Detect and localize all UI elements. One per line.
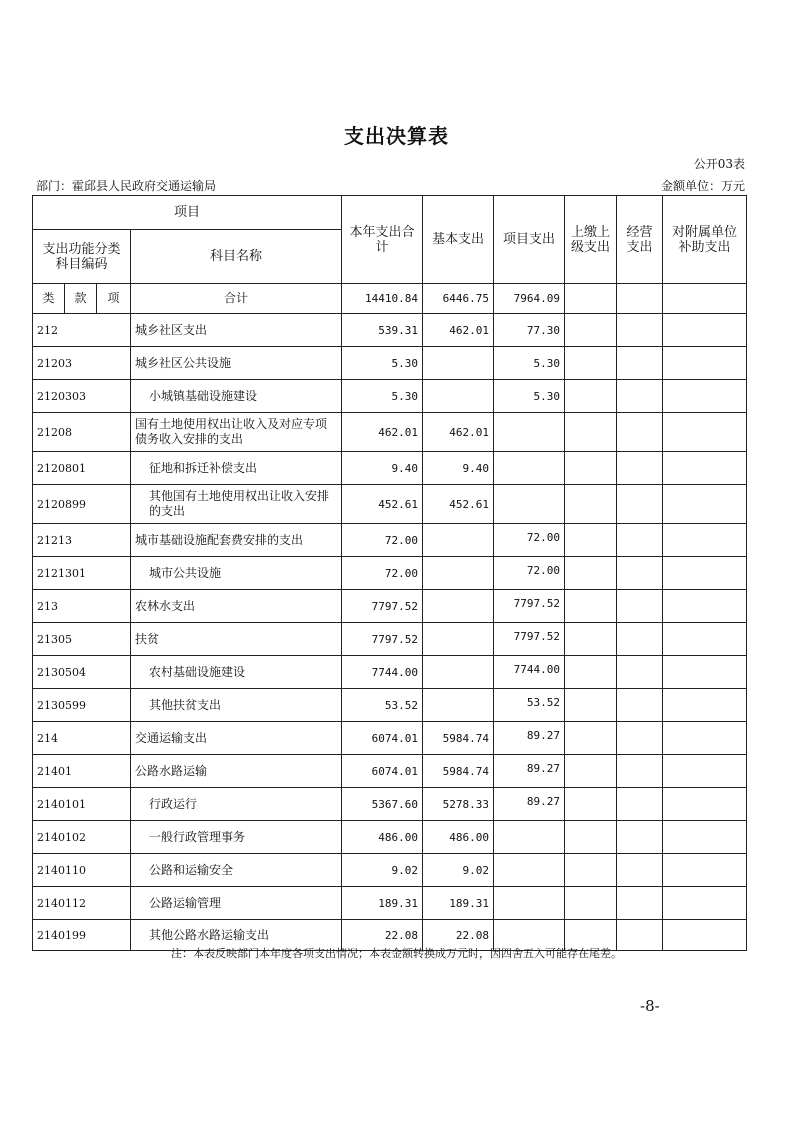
row-code: 2120801	[33, 452, 131, 485]
row-project: 89.27	[494, 788, 565, 821]
row-business	[617, 557, 663, 590]
row-basic: 9.02	[423, 854, 494, 887]
row-name: 城乡社区支出	[131, 314, 342, 347]
row-name: 其他公路水路运输支出	[131, 920, 342, 951]
header-project-exp: 项目支出	[494, 196, 565, 284]
row-total: 5.30	[342, 380, 423, 413]
row-upper	[565, 854, 617, 887]
row-project: 5.30	[494, 380, 565, 413]
row-project: 89.27	[494, 755, 565, 788]
row-project: 53.52	[494, 689, 565, 722]
row-basic: 5278.33	[423, 788, 494, 821]
row-project	[494, 821, 565, 854]
row-total: 72.00	[342, 557, 423, 590]
row-name: 公路运输管理	[131, 887, 342, 920]
page-title: 支出决算表	[344, 124, 449, 148]
row-upper	[565, 689, 617, 722]
row-business	[617, 623, 663, 656]
row-project: 7797.52	[494, 623, 565, 656]
table-row	[33, 557, 747, 590]
row-total: 486.00	[342, 821, 423, 854]
row-total: 9.02	[342, 854, 423, 887]
row-project	[494, 854, 565, 887]
row-code: 2140110	[33, 854, 131, 887]
row-project	[494, 452, 565, 485]
table-row	[33, 722, 747, 755]
row-upper	[565, 314, 617, 347]
row-subsidiary	[663, 722, 747, 755]
row-business	[617, 854, 663, 887]
row-code: 2121301	[33, 557, 131, 590]
row-code: 2140102	[33, 821, 131, 854]
row-upper	[565, 524, 617, 557]
row-subsidiary	[663, 413, 747, 452]
row-upper	[565, 887, 617, 920]
row-upper	[565, 755, 617, 788]
row-name: 城市基础设施配套费安排的支出	[131, 524, 342, 557]
row-business	[617, 788, 663, 821]
row-project: 72.00	[494, 524, 565, 557]
row-name: 农村基础设施建设	[131, 656, 342, 689]
row-code: 21208	[33, 413, 131, 452]
total-upper	[565, 284, 617, 314]
department-label: 部门：霍邱县人民政府交通运输局	[36, 179, 217, 193]
row-total: 53.52	[342, 689, 423, 722]
row-upper	[565, 590, 617, 623]
row-subsidiary	[663, 854, 747, 887]
row-basic	[423, 557, 494, 590]
row-upper	[565, 413, 617, 452]
row-basic: 5984.74	[423, 722, 494, 755]
row-business	[617, 821, 663, 854]
row-subsidiary	[663, 623, 747, 656]
row-name: 行政运行	[131, 788, 342, 821]
expenditure-table	[32, 195, 747, 951]
row-name: 公路水路运输	[131, 755, 342, 788]
row-subsidiary	[663, 557, 747, 590]
row-upper	[565, 623, 617, 656]
row-basic	[423, 524, 494, 557]
row-business	[617, 689, 663, 722]
row-total: 539.31	[342, 314, 423, 347]
row-project	[494, 887, 565, 920]
row-code: 213	[33, 590, 131, 623]
row-upper	[565, 722, 617, 755]
row-total: 7744.00	[342, 656, 423, 689]
table-row	[33, 452, 747, 485]
unit-label: 金额单位：万元	[660, 179, 745, 193]
row-project: 77.30	[494, 314, 565, 347]
row-name: 农林水支出	[131, 590, 342, 623]
row-name: 城乡社区公共设施	[131, 347, 342, 380]
row-basic: 462.01	[423, 314, 494, 347]
row-subsidiary	[663, 755, 747, 788]
row-code: 212	[33, 314, 131, 347]
total-label: 合计	[131, 284, 342, 314]
table-row	[33, 755, 747, 788]
total-amount: 14410.84	[342, 284, 423, 314]
row-subsidiary	[663, 380, 747, 413]
row-total: 5367.60	[342, 788, 423, 821]
row-basic	[423, 656, 494, 689]
row-subsidiary	[663, 452, 747, 485]
header-subsidiary: 对附属单位补助支出	[663, 196, 747, 284]
row-name: 交通运输支出	[131, 722, 342, 755]
row-basic: 5984.74	[423, 755, 494, 788]
row-basic: 22.08	[423, 920, 494, 951]
row-upper	[565, 347, 617, 380]
row-basic: 189.31	[423, 887, 494, 920]
row-upper	[565, 380, 617, 413]
row-code: 2120303	[33, 380, 131, 413]
row-business	[617, 452, 663, 485]
table-row	[33, 656, 747, 689]
footnote: 注：本表反映部门本年度各项支出情况；本表金额转换成万元时，因四舍五入可能存在尾差。	[171, 947, 622, 960]
row-subsidiary	[663, 656, 747, 689]
row-business	[617, 347, 663, 380]
row-total: 5.30	[342, 347, 423, 380]
row-subsidiary	[663, 689, 747, 722]
row-code: 2130599	[33, 689, 131, 722]
row-upper	[565, 788, 617, 821]
table-row	[33, 854, 747, 887]
row-subsidiary	[663, 788, 747, 821]
row-basic: 452.61	[423, 485, 494, 524]
row-basic	[423, 689, 494, 722]
row-total: 452.61	[342, 485, 423, 524]
table-row	[33, 689, 747, 722]
form-number: 公开03表	[693, 157, 745, 171]
row-project: 7744.00	[494, 656, 565, 689]
row-project: 72.00	[494, 557, 565, 590]
row-subsidiary	[663, 590, 747, 623]
header-upper: 上缴上级支出	[565, 196, 617, 284]
table-row	[33, 314, 747, 347]
row-total: 72.00	[342, 524, 423, 557]
row-total: 7797.52	[342, 590, 423, 623]
header-xiang: 项	[97, 284, 131, 314]
row-total: 9.40	[342, 452, 423, 485]
row-business	[617, 656, 663, 689]
row-upper	[565, 452, 617, 485]
header-func-code: 支出功能分类科目编码	[33, 230, 131, 284]
row-code: 2140199	[33, 920, 131, 951]
row-project: 89.27	[494, 722, 565, 755]
row-basic	[423, 347, 494, 380]
row-subsidiary	[663, 314, 747, 347]
row-name: 国有土地使用权出让收入及对应专项债务收入安排的支出	[131, 413, 342, 452]
table-row	[33, 413, 747, 452]
table-row	[33, 380, 747, 413]
row-name: 公路和运输安全	[131, 854, 342, 887]
header-project: 项目	[33, 196, 342, 230]
row-name: 小城镇基础设施建设	[131, 380, 342, 413]
row-name: 一般行政管理事务	[131, 821, 342, 854]
row-total: 462.01	[342, 413, 423, 452]
row-code: 2120899	[33, 485, 131, 524]
total-basic: 6446.75	[423, 284, 494, 314]
row-business	[617, 380, 663, 413]
header-total: 本年支出合计	[342, 196, 423, 284]
row-basic	[423, 380, 494, 413]
row-name: 扶贫	[131, 623, 342, 656]
row-code: 2140112	[33, 887, 131, 920]
row-basic: 486.00	[423, 821, 494, 854]
row-code: 2130504	[33, 656, 131, 689]
table-row	[33, 623, 747, 656]
row-basic: 462.01	[423, 413, 494, 452]
row-business	[617, 524, 663, 557]
row-total: 6074.01	[342, 722, 423, 755]
total-subsidiary	[663, 284, 747, 314]
row-subsidiary	[663, 485, 747, 524]
row-name: 征地和拆迁补偿支出	[131, 452, 342, 485]
table-row	[33, 485, 747, 524]
row-upper	[565, 557, 617, 590]
row-total: 189.31	[342, 887, 423, 920]
page-number: -8-	[640, 997, 660, 1015]
row-name: 城市公共设施	[131, 557, 342, 590]
row-business	[617, 887, 663, 920]
table-row	[33, 821, 747, 854]
row-business	[617, 590, 663, 623]
row-total: 22.08	[342, 920, 423, 951]
row-code: 2140101	[33, 788, 131, 821]
table-row	[33, 788, 747, 821]
row-name: 其他国有土地使用权出让收入安排的支出	[131, 485, 342, 524]
row-code: 21213	[33, 524, 131, 557]
row-code: 21305	[33, 623, 131, 656]
row-upper	[565, 656, 617, 689]
row-project	[494, 485, 565, 524]
row-subsidiary	[663, 524, 747, 557]
row-total: 6074.01	[342, 755, 423, 788]
row-basic	[423, 623, 494, 656]
table-row	[33, 347, 747, 380]
table-row	[33, 590, 747, 623]
header-subject-name: 科目名称	[131, 230, 342, 284]
row-name: 其他扶贫支出	[131, 689, 342, 722]
row-business	[617, 755, 663, 788]
row-project: 7797.52	[494, 590, 565, 623]
row-basic	[423, 590, 494, 623]
row-business	[617, 485, 663, 524]
row-subsidiary	[663, 887, 747, 920]
row-basic: 9.40	[423, 452, 494, 485]
total-business	[617, 284, 663, 314]
header-basic: 基本支出	[423, 196, 494, 284]
header-business: 经营支出	[617, 196, 663, 284]
row-subsidiary	[663, 347, 747, 380]
row-upper	[565, 821, 617, 854]
row-subsidiary	[663, 821, 747, 854]
header-lei: 类	[33, 284, 65, 314]
row-project	[494, 413, 565, 452]
table-row	[33, 524, 747, 557]
row-project: 5.30	[494, 347, 565, 380]
row-business	[617, 314, 663, 347]
row-total: 7797.52	[342, 623, 423, 656]
row-code: 21203	[33, 347, 131, 380]
table-row	[33, 887, 747, 920]
total-project: 7964.09	[494, 284, 565, 314]
header-kuan: 款	[65, 284, 97, 314]
row-business	[617, 413, 663, 452]
row-upper	[565, 485, 617, 524]
row-business	[617, 722, 663, 755]
row-code: 21401	[33, 755, 131, 788]
row-code: 214	[33, 722, 131, 755]
